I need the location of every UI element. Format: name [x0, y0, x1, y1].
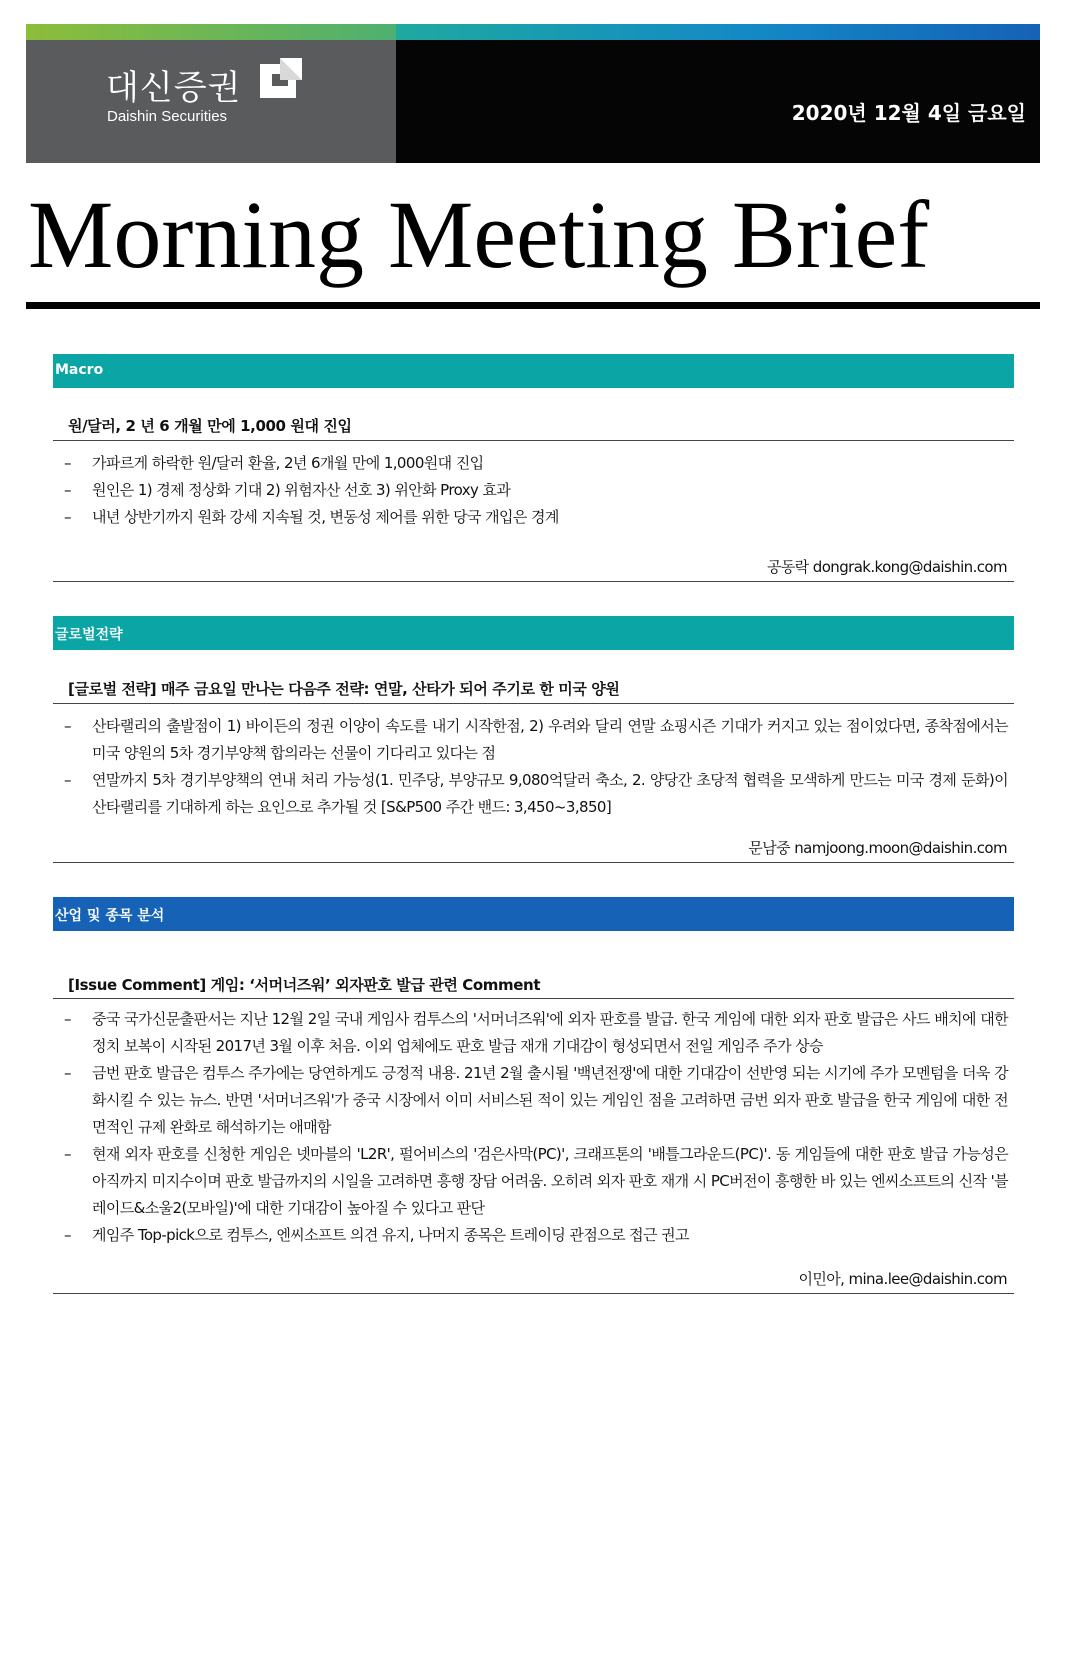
- list-item: – 가파르게 하락한 원/달러 환율, 2년 6개월 만에 1,000원대 진입: [62, 450, 1008, 477]
- header-stripe-blue: [396, 24, 1040, 40]
- author-contact: 문남중 namjoong.moon@daishin.com: [748, 839, 1007, 857]
- list-item: – 중국 국가신문출판서는 지난 12월 2일 국내 게임사 컴투스의 '서머너즈워'에 외자 판호를 발급. 한국 게임에 대한 외자 판호 발급은 사드 배치에 대한 정치 보복이 시작된 2017년 3월 이후 처음. 이외 업체에도 판호 발급 재개 기대감이 형성되면서 전일 게임주 주가 상승: [62, 1006, 1008, 1060]
- section-headline-global-strategy: [글로벌 전략] 매주 금요일 만나는 다음주 전략: 연말, 산타가 되어 주기로 한 미국 양원: [68, 680, 620, 698]
- page-title: Morning Meeting Brief: [28, 181, 930, 288]
- author-contact: 이민아, mina.lee@daishin.com: [798, 1270, 1007, 1288]
- section-divider: [53, 440, 1014, 441]
- header-stripe-green: [26, 24, 396, 40]
- brand-english: Daishin Securities: [107, 108, 228, 125]
- brand-korean: 대신증권: [106, 68, 242, 108]
- header-banner: [26, 24, 1040, 163]
- bullet-list-global-strategy: [62, 713, 1008, 821]
- bullet-list-macro: [62, 450, 1008, 531]
- section-headline-industry-analysis: [Issue Comment] 게임: ‘서머너즈워’ 외자판호 발급 관련 Comment: [68, 976, 541, 994]
- list-item: – 게임주 Top-pick으로 컴투스, 엔씨소프트 의견 유지, 나머지 종목은 트레이딩 관점으로 접근 권고: [62, 1222, 1008, 1249]
- issue-date: 2020년 12월 4일 금요일: [791, 101, 1026, 125]
- section-divider: [53, 862, 1014, 863]
- section-divider: [53, 703, 1014, 704]
- date-area: [396, 40, 1040, 163]
- section-header-macro: Macro: [53, 354, 1014, 388]
- list-item: – 연말까지 5차 경기부양책의 연내 처리 가능성(1. 민주당, 부양규모 9,080억달러 축소, 2. 양당간 초당적 협력을 모색하게 만드는 미국 경제 둔화)이 산타랠리를 기대하게 하는 요인으로 추가될 것 [S&P500 주간 밴드: 3,450~3,850]: [62, 767, 1008, 821]
- list-item: – 원인은 1) 경제 정상화 기대 2) 위험자산 선호 3) 위안화 Proxy 효과: [62, 477, 1008, 504]
- section-header-industry-analysis: 산업 및 종목 분석: [53, 897, 1014, 931]
- title-divider: [26, 302, 1040, 309]
- list-item: – 현재 외자 판호를 신청한 게임은 넷마블의 'L2R', 펄어비스의 '검은사막(PC)', 크래프톤의 '배틀그라운드(PC)'. 동 게임들에 대한 판호 발급 가능성은 아직까지 미지수이며 판호 발급까지의 시일을 고려하면 흥행 장담 어려움. 오히려 외자 판호 재개 시 PC버전이 흥행한 바 있는 엔씨소프트의 신작 '블레이드&소울2(모바일)'에 대한 기대감이 높아질 수 있다고 판단: [62, 1141, 1008, 1222]
- section-divider: [53, 1293, 1014, 1294]
- section-headline-macro: 원/달러, 2 년 6 개월 만에 1,000 원대 진입: [68, 417, 352, 435]
- daishin-logo-icon: [258, 56, 304, 100]
- list-item: – 산타랠리의 출발점이 1) 바이든의 정권 이양이 속도를 내기 시작한점, 2) 우려와 달리 연말 쇼핑시즌 기대가 커지고 있는 점이었다면, 종착점에서는 미국 양원의 5차 경기부양책 합의라는 선물이 기다리고 있다는 점: [62, 713, 1008, 767]
- section-divider: [53, 998, 1014, 999]
- section-header-global-strategy: 글로벌전략: [53, 616, 1014, 650]
- bullet-list-industry-analysis: [62, 1006, 1008, 1249]
- author-contact: 공동락 dongrak.kong@daishin.com: [766, 558, 1007, 576]
- list-item: – 금번 판호 발급은 컴투스 주가에는 당연하게도 긍정적 내용. 21년 2월 출시될 '백년전쟁'에 대한 기대감이 선반영 되는 시기에 주가 모멘텀을 더욱 강화시킬 수 있는 뉴스. 반면 '서머너즈워'가 중국 시장에서 이미 서비스된 적이 있는 게임인 점을 고려하면 금번 외자 판호 발급을 한국 게임에 대한 전면적인 규제 완화로 해석하기는 애매함: [62, 1060, 1008, 1141]
- section-divider: [53, 581, 1014, 582]
- logo-area: [26, 40, 396, 163]
- list-item: – 내년 상반기까지 원화 강세 지속될 것, 변동성 제어를 위한 당국 개입은 경계: [62, 504, 1008, 531]
